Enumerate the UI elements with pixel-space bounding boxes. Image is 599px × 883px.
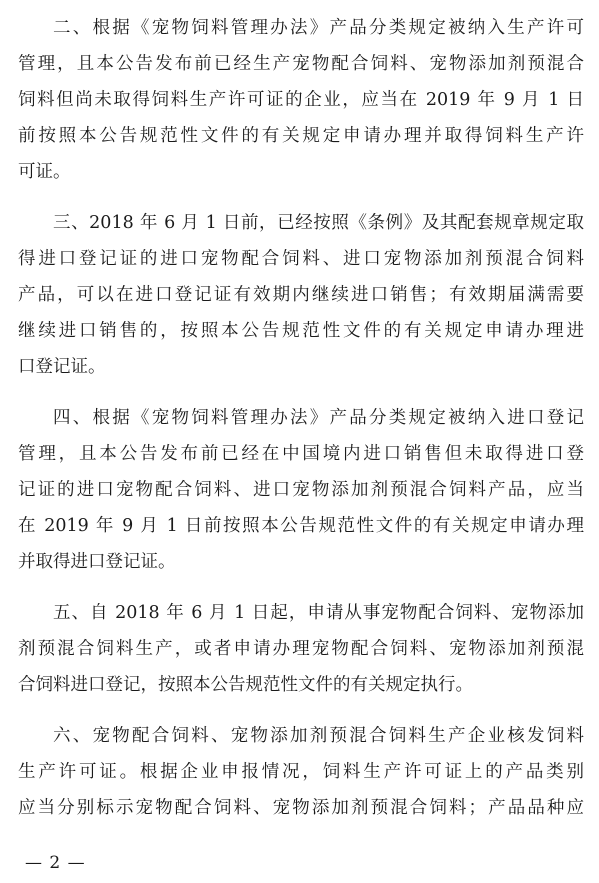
paragraph-line: 五、自 2018 年 6 月 1 日起，申请从事宠物配合饲料、宠物添加 <box>53 603 584 623</box>
paragraph-line: 生产许可证。根据企业申报情况，饲料生产许可证上的产品类别 <box>18 762 584 782</box>
paragraph-line: 二、根据《宠物饲料管理办法》产品分类规定被纳入生产许可 <box>53 18 584 38</box>
paragraph-3 <box>18 205 584 385</box>
paragraph-line: 并取得进口登记证。 <box>18 552 176 572</box>
paragraph-5 <box>18 595 584 703</box>
paragraph-2 <box>18 10 584 190</box>
paragraph-line: 合饲料进口登记，按照本公告规范性文件的有关规定执行。 <box>18 675 473 695</box>
paragraph-line: 应当分别标示宠物配合饲料、宠物添加剂预混合饲料；产品品种应 <box>18 798 584 818</box>
paragraph-line: 四、根据《宠物饲料管理办法》产品分类规定被纳入进口登记 <box>53 408 584 428</box>
paragraph-line: 前按照本公告规范性文件的有关规定申请办理并取得饲料生产许 <box>18 126 584 146</box>
paragraph-line: 得进口登记证的进口宠物配合饲料、进口宠物添加剂预混合饲料 <box>18 249 584 269</box>
paragraph-line: 饲料但尚未取得饲料生产许可证的企业，应当在 2019 年 9 月 1 日 <box>18 90 584 110</box>
document-page <box>18 10 584 841</box>
paragraph-line: 管理，且本公告发布前已经在中国境内进口销售但未取得进口登 <box>18 444 584 464</box>
paragraph-line: 口登记证。 <box>18 357 106 377</box>
paragraph-line: 在 2019 年 9 月 1 日前按照本公告规范性文件的有关规定申请办理 <box>18 516 584 536</box>
page-number: — 2 — <box>25 853 86 873</box>
paragraph-line: 三、2018 年 6 月 1 日前，已经按照《条例》及其配套规章规定取 <box>53 213 584 233</box>
paragraph-line: 继续进口销售的，按照本公告规范性文件的有关规定申请办理进 <box>18 321 584 341</box>
paragraph-line: 管理，且本公告发布前已经生产宠物配合饲料、宠物添加剂预混合 <box>18 54 584 74</box>
paragraph-6 <box>18 718 584 826</box>
paragraph-line: 六、宠物配合饲料、宠物添加剂预混合饲料生产企业核发饲料 <box>53 726 584 746</box>
paragraph-line: 可证。 <box>18 162 71 182</box>
paragraph-line: 记证的进口宠物配合饲料、进口宠物添加剂预混合饲料产品，应当 <box>18 480 584 500</box>
paragraph-line: 产品，可以在进口登记证有效期内继续进口销售；有效期届满需要 <box>18 285 584 305</box>
paragraph-line: 剂预混合饲料生产，或者申请办理宠物配合饲料、宠物添加剂预混 <box>18 639 584 659</box>
paragraph-4 <box>18 400 584 580</box>
